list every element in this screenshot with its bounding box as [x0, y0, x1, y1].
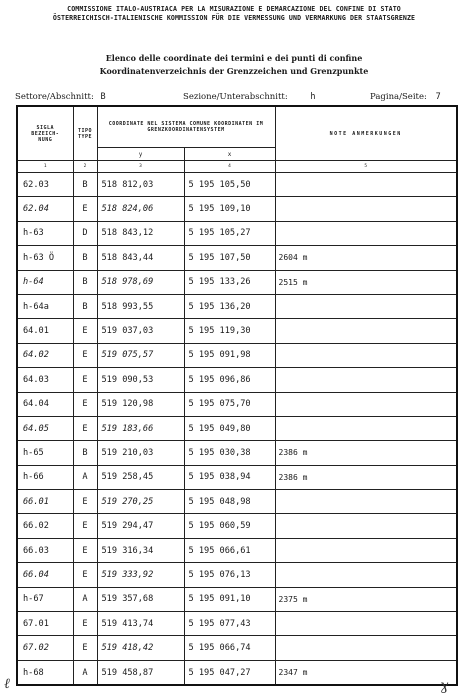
- cell-tipo: B: [73, 294, 97, 318]
- cell-tipo: E: [73, 636, 97, 660]
- cell-sigla: 64.05: [17, 416, 73, 440]
- cell-y: 519 418,42: [97, 636, 184, 660]
- table-body: [17, 173, 457, 686]
- cell-note: [275, 612, 457, 636]
- commission-title-german: ÖSTERREICHISCH-ITALIENISCHE KOMMISSION FÜR DIE VERMESSUNG UND VERMARKUNG DER STAATSGRENZE: [52, 14, 416, 22]
- cell-sigla: 64.04: [17, 392, 73, 416]
- cell-note: 2604 m: [275, 246, 457, 270]
- cell-tipo: E: [73, 514, 97, 538]
- table-row: [17, 514, 457, 538]
- cell-y: 519 210,03: [97, 441, 184, 465]
- cell-note: [275, 392, 457, 416]
- table-row: [17, 465, 457, 489]
- cell-note: [275, 221, 457, 245]
- cell-y: 518 993,55: [97, 294, 184, 318]
- cell-note: 2347 m: [275, 660, 457, 685]
- cell-sigla: 67.01: [17, 612, 73, 636]
- cell-y: 519 458,87: [97, 660, 184, 685]
- column-header-sigla: SIGLA BEZEICH- NUNG: [17, 106, 73, 161]
- cell-x: 5 195 105,50: [184, 173, 275, 197]
- cell-tipo: E: [73, 392, 97, 416]
- cell-tipo: B: [73, 441, 97, 465]
- cell-sigla: 64.03: [17, 368, 73, 392]
- table-row: [17, 587, 457, 611]
- cell-y: 519 090,53: [97, 368, 184, 392]
- cell-note: [275, 197, 457, 221]
- cell-tipo: B: [73, 270, 97, 294]
- document-title-italian: Elenco delle coordinate dei termini e dei punti di confine: [105, 53, 363, 63]
- cell-x: 5 195 030,38: [184, 441, 275, 465]
- table-row: [17, 246, 457, 270]
- cell-tipo: E: [73, 490, 97, 514]
- cell-y: 519 075,57: [97, 343, 184, 367]
- cell-note: [275, 416, 457, 440]
- cell-x: 5 195 066,74: [184, 636, 275, 660]
- cell-sigla: 66.02: [17, 514, 73, 538]
- cell-sigla: 66.03: [17, 538, 73, 562]
- cell-y: 518 843,44: [97, 246, 184, 270]
- cell-sigla: 62.03: [17, 173, 73, 197]
- cell-y: 519 037,03: [97, 319, 184, 343]
- cell-y: 519 294,47: [97, 514, 184, 538]
- coordinates-table: [16, 105, 458, 686]
- cell-note: [275, 368, 457, 392]
- cell-x: 5 195 091,10: [184, 587, 275, 611]
- cell-note: 2386 m: [275, 465, 457, 489]
- cell-y: 519 120,98: [97, 392, 184, 416]
- cell-y: 519 270,25: [97, 490, 184, 514]
- cell-note: [275, 538, 457, 562]
- cell-x: 5 195 136,20: [184, 294, 275, 318]
- cell-y: 519 258,45: [97, 465, 184, 489]
- cell-x: 5 195 109,10: [184, 197, 275, 221]
- cell-note: [275, 319, 457, 343]
- table-row: [17, 490, 457, 514]
- table-row: [17, 660, 457, 685]
- cell-tipo: E: [73, 563, 97, 587]
- table-row: [17, 173, 457, 197]
- column-number-4: 4: [184, 161, 275, 173]
- cell-x: 5 195 038,94: [184, 465, 275, 489]
- column-header-tipo: TIPO TYPE: [73, 106, 97, 161]
- section-label: Sezione/Unterabschnitt:: [183, 92, 288, 102]
- cell-note: [275, 294, 457, 318]
- column-number-3: 3: [97, 161, 184, 173]
- cell-x: 5 195 107,50: [184, 246, 275, 270]
- table-row: [17, 636, 457, 660]
- column-header-coordinates: COORDINATE NEL SISTEMA COMUNE KOORDINATEN IM GRENZKOORDINATENSYSTEM: [97, 106, 275, 148]
- table-row: [17, 416, 457, 440]
- cell-x: 5 195 096,86: [184, 368, 275, 392]
- cell-tipo: E: [73, 368, 97, 392]
- cell-x: 5 195 133,26: [184, 270, 275, 294]
- cell-sigla: 67.02: [17, 636, 73, 660]
- cell-note: [275, 173, 457, 197]
- section-field: [183, 92, 316, 102]
- cell-x: 5 195 066,61: [184, 538, 275, 562]
- cell-tipo: E: [73, 416, 97, 440]
- cell-tipo: A: [73, 587, 97, 611]
- page-value: 7: [435, 92, 441, 102]
- table-row: [17, 319, 457, 343]
- cell-y: 519 333,92: [97, 563, 184, 587]
- cell-note: [275, 514, 457, 538]
- cell-sigla: 62.04: [17, 197, 73, 221]
- column-header-x: x: [184, 148, 275, 161]
- cell-y: 519 413,74: [97, 612, 184, 636]
- cell-tipo: E: [73, 319, 97, 343]
- cell-x: 5 195 075,70: [184, 392, 275, 416]
- cell-x: 5 195 049,80: [184, 416, 275, 440]
- handwritten-mark-left: ℓ: [4, 676, 10, 692]
- table-row: [17, 294, 457, 318]
- cell-tipo: E: [73, 197, 97, 221]
- cell-note: [275, 490, 457, 514]
- cell-note: [275, 636, 457, 660]
- cell-tipo: E: [73, 538, 97, 562]
- cell-tipo: B: [73, 173, 97, 197]
- sector-field: [15, 92, 106, 102]
- cell-note: 2515 m: [275, 270, 457, 294]
- handwritten-mark-right: ɣ: [440, 678, 449, 694]
- cell-y: 519 316,34: [97, 538, 184, 562]
- cell-note: 2375 m: [275, 587, 457, 611]
- cell-y: 518 812,03: [97, 173, 184, 197]
- page-field: [370, 92, 441, 102]
- cell-x: 5 195 076,13: [184, 563, 275, 587]
- cell-sigla: h-68: [17, 660, 73, 685]
- table-row: [17, 392, 457, 416]
- cell-y: 518 978,69: [97, 270, 184, 294]
- cell-y: 518 824,06: [97, 197, 184, 221]
- sector-label: Settore/Abschnitt:: [15, 92, 94, 102]
- cell-sigla: h-63 Ö: [17, 246, 73, 270]
- cell-x: 5 195 077,43: [184, 612, 275, 636]
- cell-sigla: h-67: [17, 587, 73, 611]
- cell-y: 519 183,66: [97, 416, 184, 440]
- cell-note: 2386 m: [275, 441, 457, 465]
- cell-x: 5 195 119,30: [184, 319, 275, 343]
- cell-tipo: E: [73, 612, 97, 636]
- cell-x: 5 195 091,98: [184, 343, 275, 367]
- column-header-y: y: [97, 148, 184, 161]
- cell-sigla: 66.01: [17, 490, 73, 514]
- column-number-5: 5: [275, 161, 457, 173]
- cell-sigla: h-64: [17, 270, 73, 294]
- cell-y: 518 843,12: [97, 221, 184, 245]
- cell-x: 5 195 105,27: [184, 221, 275, 245]
- cell-x: 5 195 048,98: [184, 490, 275, 514]
- table-row: [17, 270, 457, 294]
- cell-sigla: h-66: [17, 465, 73, 489]
- cell-tipo: A: [73, 465, 97, 489]
- cell-tipo: B: [73, 246, 97, 270]
- column-number-2: 2: [73, 161, 97, 173]
- table-row: [17, 221, 457, 245]
- commission-title-italian: COMMISSIONE ITALO-AUSTRIACA PER LA MISURAZIONE E DEMARCAZIONE DEL CONFINE DI STATO: [67, 5, 401, 13]
- cell-sigla: h-65: [17, 441, 73, 465]
- table-row: [17, 343, 457, 367]
- cell-sigla: 64.02: [17, 343, 73, 367]
- table-row: [17, 197, 457, 221]
- table-row: [17, 538, 457, 562]
- cell-x: 5 195 047,27: [184, 660, 275, 685]
- cell-note: [275, 343, 457, 367]
- column-number-1: 1: [17, 161, 73, 173]
- document-title-german: Koordinatenverzeichnis der Grenzzeichen und Grenzpunkte: [99, 66, 369, 76]
- cell-tipo: A: [73, 660, 97, 685]
- table-row: [17, 441, 457, 465]
- cell-sigla: 64.01: [17, 319, 73, 343]
- table-row: [17, 612, 457, 636]
- page-label: Pagina/Seite:: [370, 92, 427, 102]
- cell-tipo: E: [73, 343, 97, 367]
- cell-x: 5 195 060,59: [184, 514, 275, 538]
- sector-value: B: [100, 92, 106, 102]
- cell-y: 519 357,68: [97, 587, 184, 611]
- table-row: [17, 368, 457, 392]
- cell-tipo: D: [73, 221, 97, 245]
- cell-note: [275, 563, 457, 587]
- table-row: [17, 563, 457, 587]
- cell-sigla: h-64a: [17, 294, 73, 318]
- column-header-note: NOTE ANMERKUNGEN: [275, 106, 457, 161]
- section-value: h: [310, 92, 316, 102]
- cell-sigla: h-63: [17, 221, 73, 245]
- cell-sigla: 66.04: [17, 563, 73, 587]
